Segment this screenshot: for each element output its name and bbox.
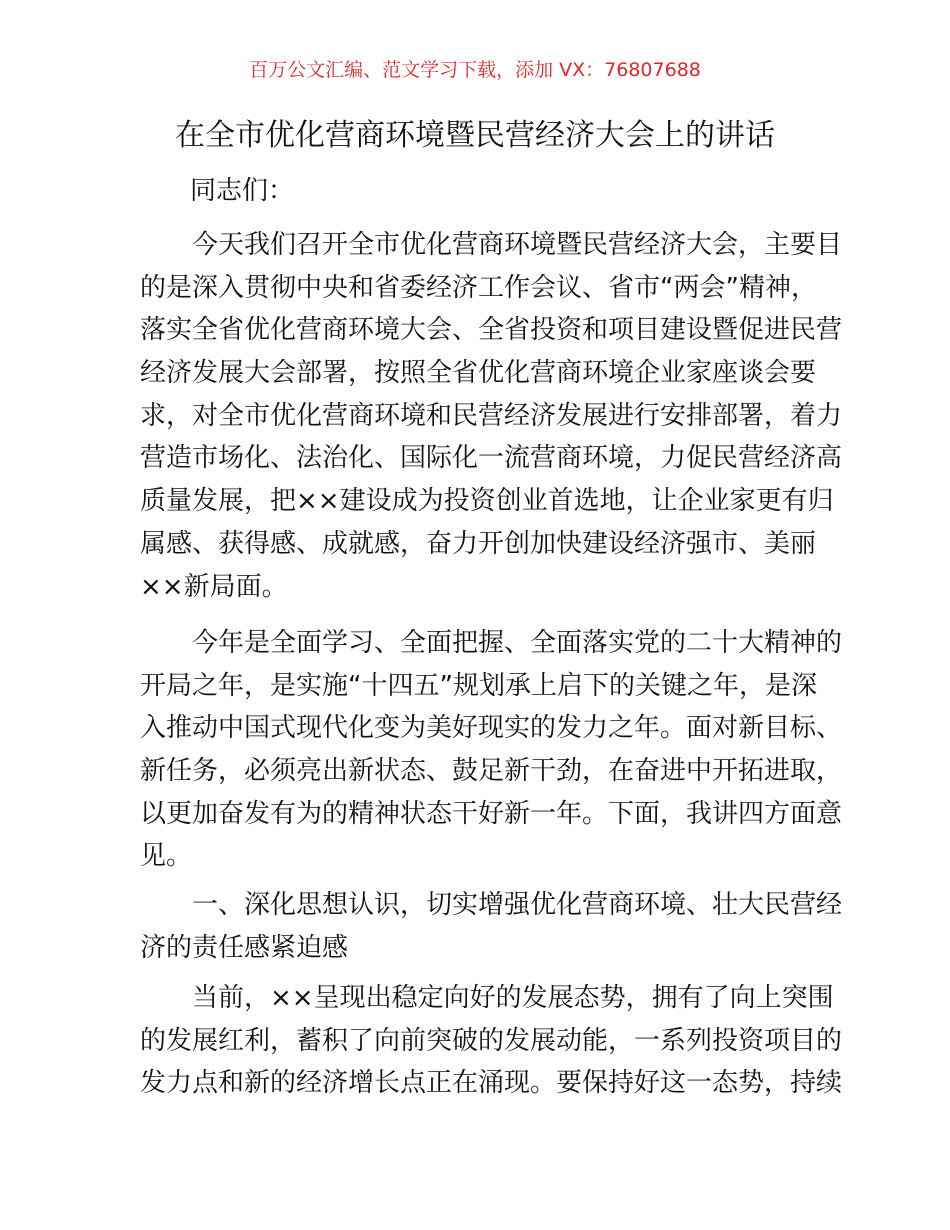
- paragraph-1: [140, 224, 843, 608]
- document-title: 在全市优化营商环境暨民营经济大会上的讲话: [175, 118, 775, 153]
- text-line: 落实全省优化营商环境大会、全省投资和项目建设暨促进民营: [140, 315, 843, 346]
- text-line: 求，对全市优化营商环境和民营经济发展进行安排部署，着力: [140, 400, 843, 431]
- text-line: ××新局面。: [140, 571, 288, 602]
- text-line: 的是深入贯彻中央和省委经济工作会议、省市“两会”精神，: [140, 272, 817, 303]
- text-line: 当前，××呈现出稳定向好的发展态势，拥有了向上突围: [192, 983, 834, 1013]
- text-line: 经济发展大会部署，按照全省优化营商环境企业家座谈会要: [140, 358, 817, 389]
- text-line: 见。: [140, 841, 193, 872]
- text-line: 今年是全面学习、全面把握、全面落实党的二十大精神的: [192, 628, 843, 658]
- text-line: 新任务，必须亮出新状态、鼓足新干劲，在奋进中开拓进取，: [140, 756, 843, 787]
- text-line: 属感、获得感、成就感，奋力开创加快建设经济强市、美丽: [140, 528, 817, 559]
- text-line: 营造市场化、法治化、国际化一流营商环境，力促民营经济高: [140, 443, 843, 474]
- section-heading-1: [140, 884, 843, 969]
- text-line: 一、深化思想认识，切实增强优化营商环境、壮大民营经: [192, 890, 843, 920]
- text-line: 发力点和新的经济增长点正在涌现。要保持好这一态势，持续: [140, 1068, 843, 1099]
- paragraph-3: [140, 977, 843, 1105]
- text-line: 质量发展，把××建设成为投资创业首选地，让企业家更有归: [140, 486, 834, 517]
- paragraph-2: [140, 622, 843, 878]
- text-line: 济的责任感紧迫感: [140, 932, 349, 963]
- text-line: 入推动中国式现代化变为美好现实的发力之年。面对新目标、: [140, 713, 843, 744]
- text-line: 以更加奋发有为的精神状态干好新一年。下面，我讲四方面意: [140, 798, 843, 829]
- text-line: 今天我们召开全市优化营商环境暨民营经济大会，主要目: [192, 230, 843, 260]
- salutation: 同志们：: [190, 176, 295, 206]
- watermark-header: 百万公文汇编、范文学习下载，添加 VX：76807688: [249, 59, 701, 81]
- text-line: 的发展红利，蓄积了向前突破的发展动能，一系列投资项目的: [140, 1025, 843, 1056]
- text-line: 开局之年，是实施“十四五”规划承上启下的关键之年，是深: [140, 670, 817, 701]
